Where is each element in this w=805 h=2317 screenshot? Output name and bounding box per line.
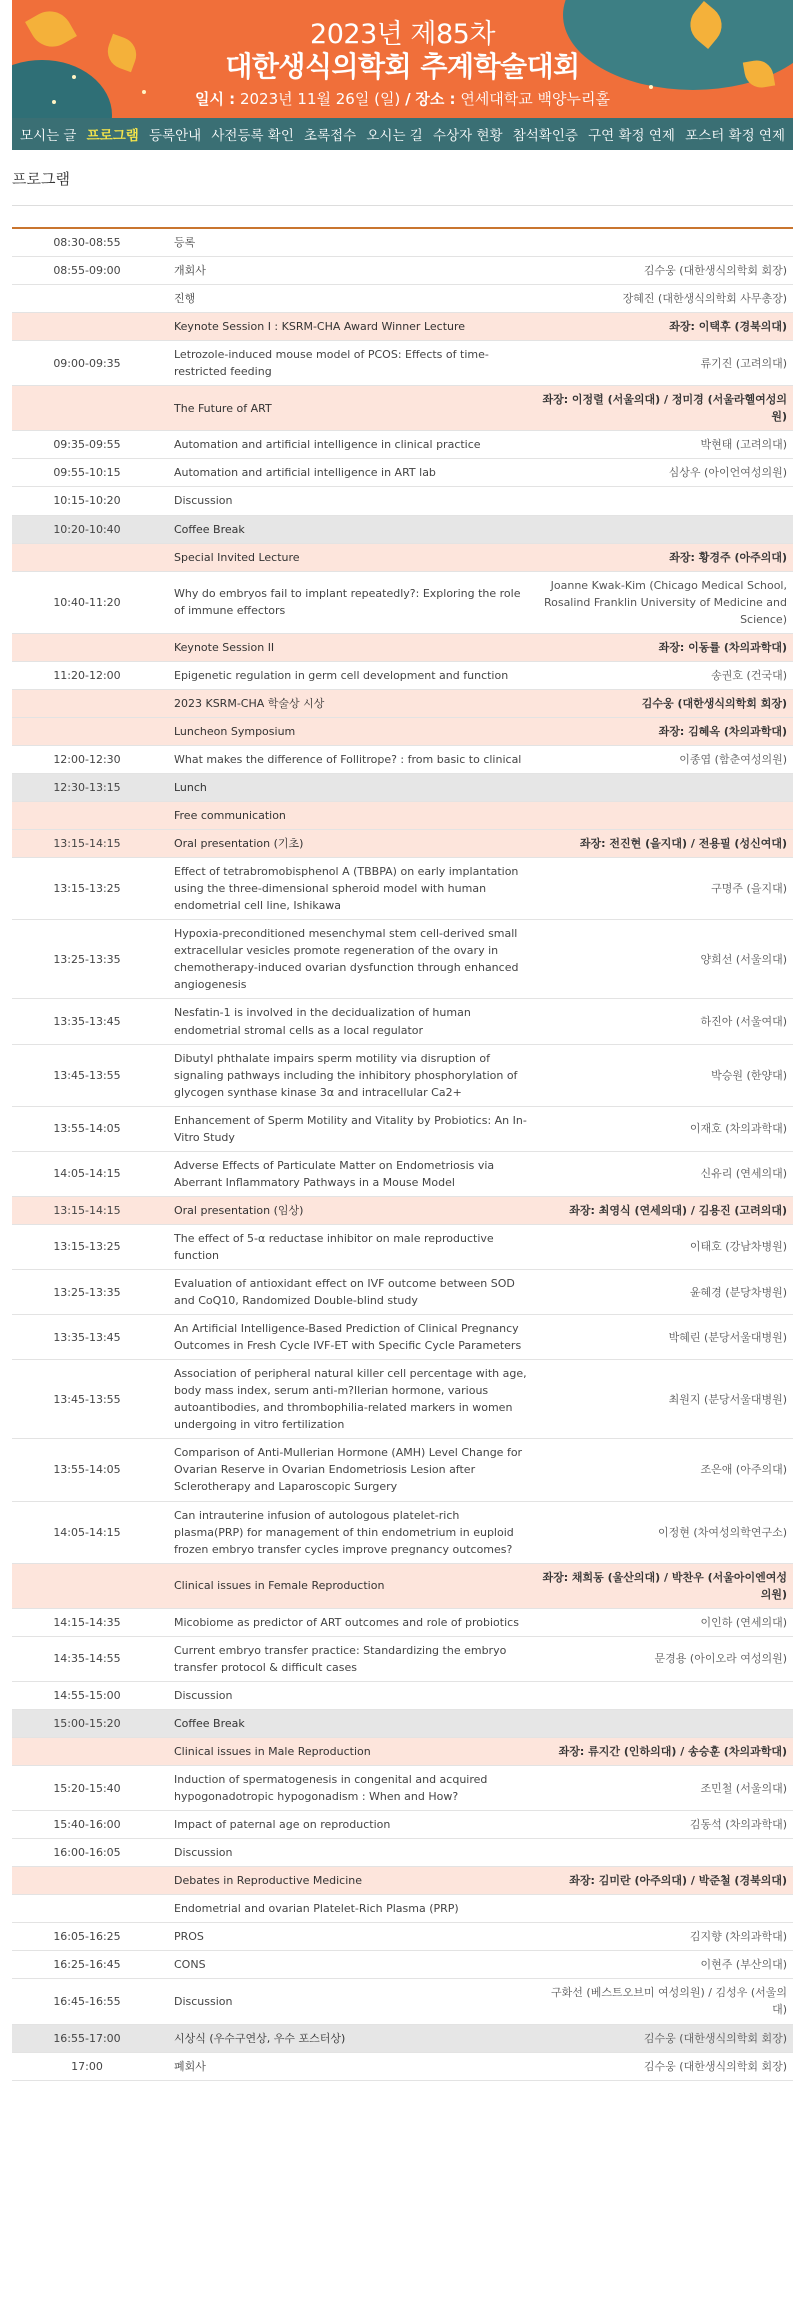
session-title: Enhancement of Sperm Motility and Vitality by Probiotics: An In-Vitro Study xyxy=(162,1106,534,1151)
session-title: 등록 xyxy=(162,228,534,257)
session-title: Keynote Session I : KSRM-CHA Award Winner Lecture xyxy=(162,313,534,341)
info-separator: / xyxy=(405,90,411,108)
table-row xyxy=(12,1360,793,1439)
session-title: Effect of tetrabromobisphenol A (TBBPA) on early implantation using the three-dimensional spheroid model with human endometrial cell line, Ishikawa xyxy=(162,858,534,920)
table-row xyxy=(12,431,793,459)
nav-item[interactable]: 포스터 확정 연제 xyxy=(685,128,785,144)
session-time xyxy=(12,1867,162,1895)
session-speaker: 문경용 (아이오라 여성의원) xyxy=(534,1636,793,1681)
table-row xyxy=(12,717,793,745)
session-time xyxy=(12,285,162,313)
table-row xyxy=(12,1106,793,1151)
table-row xyxy=(12,1867,793,1895)
table-row xyxy=(12,1636,793,1681)
session-speaker: 이현주 (부산의대) xyxy=(534,1951,793,1979)
session-time: 13:15-13:25 xyxy=(12,1224,162,1269)
table-row xyxy=(12,1895,793,1923)
session-title: Micobiome as predictor of ART outcomes and role of probiotics xyxy=(162,1608,534,1636)
session-time: 12:30-13:15 xyxy=(12,773,162,801)
nav-item[interactable]: 사전등록 확인 xyxy=(211,128,294,144)
session-title: Induction of spermatogenesis in congenital and acquired hypogonadotropic hypogonadism : When and How? xyxy=(162,1766,534,1811)
session-speaker: 구명주 (을지대) xyxy=(534,858,793,920)
table-row xyxy=(12,1501,793,1563)
session-title: Coffee Break xyxy=(162,1709,534,1737)
session-speaker xyxy=(534,1839,793,1867)
session-time: 10:40-11:20 xyxy=(12,571,162,633)
session-time: 08:30-08:55 xyxy=(12,228,162,257)
session-time: 13:55-14:05 xyxy=(12,1106,162,1151)
session-speaker: 좌장: 이정렬 (서울의대) / 정미경 (서울라헬여성의원) xyxy=(534,386,793,431)
session-time: 14:15-14:35 xyxy=(12,1608,162,1636)
session-time: 13:25-13:35 xyxy=(12,1270,162,1315)
session-title: Clinical issues in Male Reproduction xyxy=(162,1738,534,1766)
nav-item[interactable]: 오시는 길 xyxy=(366,128,423,144)
table-row xyxy=(12,858,793,920)
table-row xyxy=(12,1979,793,2024)
table-row xyxy=(12,1709,793,1737)
session-speaker: 구화선 (베스트오브미 여성의원) / 김성우 (서울의대) xyxy=(534,1979,793,2024)
session-speaker: 양희선 (서울의대) xyxy=(534,920,793,999)
session-time xyxy=(12,1738,162,1766)
session-time: 14:05-14:15 xyxy=(12,1151,162,1196)
table-row xyxy=(12,745,793,773)
table-row xyxy=(12,341,793,386)
table-row xyxy=(12,1951,793,1979)
table-row xyxy=(12,1608,793,1636)
session-title: Discussion xyxy=(162,1681,534,1709)
session-title: The Future of ART xyxy=(162,386,534,431)
session-title: 2023 KSRM-CHA 학술상 시상 xyxy=(162,689,534,717)
session-time: 13:25-13:35 xyxy=(12,920,162,999)
session-title: The effect of 5-α reductase inhibitor on male reproductive function xyxy=(162,1224,534,1269)
table-row xyxy=(12,571,793,633)
nav-item[interactable]: 등록안내 xyxy=(148,128,202,144)
table-row xyxy=(12,1766,793,1811)
nav-item[interactable]: 초록접수 xyxy=(304,128,357,144)
session-time xyxy=(12,386,162,431)
session-speaker xyxy=(534,515,793,543)
session-time xyxy=(12,717,162,745)
session-title: Discussion xyxy=(162,487,534,515)
session-speaker xyxy=(534,1709,793,1737)
session-time: 16:05-16:25 xyxy=(12,1923,162,1951)
session-speaker: 이재호 (차의과학대) xyxy=(534,1106,793,1151)
table-row xyxy=(12,228,793,257)
table-row xyxy=(12,830,793,858)
session-title: Association of peripheral natural killer cell percentage with age, body mass index, serum anti-m?llerian hormone, various autoantibodies, and thrombophilia-related markers in women undergoing in vitro fertilization xyxy=(162,1360,534,1439)
session-time: 10:20-10:40 xyxy=(12,515,162,543)
session-title: 개회사 xyxy=(162,257,534,285)
session-title: Debates in Reproductive Medicine xyxy=(162,1867,534,1895)
session-speaker: 좌장: 전진현 (을지대) / 전용필 (성신여대) xyxy=(534,830,793,858)
session-title: 시상식 (우수구연상, 우수 포스터상) xyxy=(162,2024,534,2052)
table-row xyxy=(12,2024,793,2052)
page-title: 프로그램 xyxy=(12,170,70,188)
session-time: 17:00 xyxy=(12,2052,162,2080)
session-title: Special Invited Lecture xyxy=(162,543,534,571)
session-time: 13:45-13:55 xyxy=(12,1360,162,1439)
session-title: Letrozole-induced mouse model of PCOS: Effects of time-restricted feeding xyxy=(162,341,534,386)
table-row xyxy=(12,2052,793,2080)
session-time xyxy=(12,802,162,830)
table-row xyxy=(12,459,793,487)
table-row xyxy=(12,1563,793,1608)
session-time: 10:15-10:20 xyxy=(12,487,162,515)
program-table xyxy=(12,227,793,2081)
session-speaker: 좌장: 채희동 (울산의대) / 박찬우 (서울아이엔여성의원) xyxy=(534,1563,793,1608)
session-time: 13:15-13:25 xyxy=(12,858,162,920)
session-speaker xyxy=(534,228,793,257)
table-row xyxy=(12,999,793,1044)
session-speaker: 좌장: 이택후 (경북의대) xyxy=(534,313,793,341)
table-row xyxy=(12,633,793,661)
session-speaker xyxy=(534,487,793,515)
session-title: An Artificial Intelligence-Based Prediction of Clinical Pregnancy Outcomes in Fresh Cycle IVF-ET with Specific Cycle Parameters xyxy=(162,1315,534,1360)
table-row xyxy=(12,802,793,830)
table-row xyxy=(12,1224,793,1269)
session-time: 13:15-14:15 xyxy=(12,1196,162,1224)
table-row xyxy=(12,1839,793,1867)
table-row xyxy=(12,285,793,313)
session-speaker: 박혜린 (분당서울대병원) xyxy=(534,1315,793,1360)
session-time: 08:55-09:00 xyxy=(12,257,162,285)
session-speaker: 조민철 (서울의대) xyxy=(534,1766,793,1811)
divider xyxy=(12,205,793,227)
session-time: 16:00-16:05 xyxy=(12,1839,162,1867)
session-speaker: 김수웅 (대한생식의학회 회장) xyxy=(534,2024,793,2052)
table-row xyxy=(12,1151,793,1196)
session-speaker: 김수웅 (대한생식의학회 회장) xyxy=(534,2052,793,2080)
event-info xyxy=(12,88,793,109)
nav-item[interactable]: 수상자 현황 xyxy=(433,128,503,144)
session-time: 09:00-09:35 xyxy=(12,341,162,386)
table-row xyxy=(12,1923,793,1951)
session-time xyxy=(12,689,162,717)
session-title: Discussion xyxy=(162,1839,534,1867)
session-title: Oral presentation (임상) xyxy=(162,1196,534,1224)
date-value: 2023년 11월 26일 (일) xyxy=(239,90,401,108)
main-nav xyxy=(12,118,793,150)
event-name: 대한생식의학회 추계학술대회 xyxy=(225,50,580,83)
session-title: Automation and artificial intelligence in ART lab xyxy=(162,459,534,487)
session-time: 14:05-14:15 xyxy=(12,1501,162,1563)
session-speaker: 좌장: 최영식 (연세의대) / 김용진 (고려의대) xyxy=(534,1196,793,1224)
session-time: 09:35-09:55 xyxy=(12,431,162,459)
session-title: Can intrauterine infusion of autologous platelet-rich plasma(PRP) for management of thin endometrium in euploid frozen embryo transfer cycles improve pregnancy outcomes? xyxy=(162,1501,534,1563)
table-row xyxy=(12,920,793,999)
session-title: 진행 xyxy=(162,285,534,313)
session-time xyxy=(12,633,162,661)
date-label: 일시 : xyxy=(194,90,236,108)
session-title: PROS xyxy=(162,1923,534,1951)
session-speaker: 장혜진 (대한생식의학회 사무총장) xyxy=(534,285,793,313)
session-speaker: 이종엽 (함춘여성의원) xyxy=(534,745,793,773)
session-title: Why do embryos fail to implant repeatedly?: Exploring the role of immune effectors xyxy=(162,571,534,633)
table-row xyxy=(12,1270,793,1315)
session-speaker: 윤혜경 (분당차병원) xyxy=(534,1270,793,1315)
session-time: 13:45-13:55 xyxy=(12,1044,162,1106)
session-title: Automation and artificial intelligence in clinical practice xyxy=(162,431,534,459)
table-row xyxy=(12,313,793,341)
table-row xyxy=(12,773,793,801)
nav-item[interactable]: 모시는 글 xyxy=(20,128,77,144)
nav-item[interactable]: 참석확인증 xyxy=(512,128,578,144)
session-time xyxy=(12,543,162,571)
nav-item[interactable]: 프로그램 xyxy=(86,128,139,144)
session-speaker xyxy=(534,773,793,801)
session-time: 15:20-15:40 xyxy=(12,1766,162,1811)
session-time: 15:00-15:20 xyxy=(12,1709,162,1737)
session-title: Hypoxia-preconditioned mesenchymal stem cell-derived small extracellular vesicles promote regeneration of the ovary in chemotherapy-induced ovarian dysfunction through enhanced angiogenesis xyxy=(162,920,534,999)
table-row xyxy=(12,661,793,689)
session-speaker xyxy=(534,1681,793,1709)
session-title: Epigenetic regulation in germ cell development and function xyxy=(162,661,534,689)
session-time: 16:45-16:55 xyxy=(12,1979,162,2024)
table-row xyxy=(12,1439,793,1501)
session-speaker: 류기진 (고려의대) xyxy=(534,341,793,386)
session-title: Keynote Session II xyxy=(162,633,534,661)
session-title: Comparison of Anti-Mullerian Hormone (AMH) Level Change for Ovarian Reserve in Ovarian Endometriosis Lesion after Sclerotherapy and Laparoscopic Surgery xyxy=(162,1439,534,1501)
session-title: Nesfatin-1 is involved in the decidualization of human endometrial stromal cells as a local regulator xyxy=(162,999,534,1044)
session-speaker: 김지향 (차의과학대) xyxy=(534,1923,793,1951)
session-time: 13:55-14:05 xyxy=(12,1439,162,1501)
session-title: Luncheon Symposium xyxy=(162,717,534,745)
table-row xyxy=(12,1196,793,1224)
event-year-edition: 2023년 제85차 xyxy=(310,19,495,50)
session-speaker: 하진아 (서울여대) xyxy=(534,999,793,1044)
table-row xyxy=(12,1738,793,1766)
session-speaker: 좌장: 이동률 (차의과학대) xyxy=(534,633,793,661)
session-speaker: 심상우 (아이언여성의원) xyxy=(534,459,793,487)
session-time: 16:25-16:45 xyxy=(12,1951,162,1979)
session-speaker: 이태호 (강남차병원) xyxy=(534,1224,793,1269)
session-speaker: 조은애 (아주의대) xyxy=(534,1439,793,1501)
session-title: Impact of paternal age on reproduction xyxy=(162,1811,534,1839)
session-title: CONS xyxy=(162,1951,534,1979)
event-banner xyxy=(12,0,793,118)
table-row xyxy=(12,1044,793,1106)
table-row xyxy=(12,1811,793,1839)
session-time: 13:15-14:15 xyxy=(12,830,162,858)
nav-item[interactable]: 구연 확정 연제 xyxy=(588,128,675,144)
session-title: Adverse Effects of Particulate Matter on Endometriosis via Aberrant Inflammatory Pathways in a Mouse Model xyxy=(162,1151,534,1196)
session-time xyxy=(12,313,162,341)
session-time xyxy=(12,1895,162,1923)
place-value: 연세대학교 백양누리홀 xyxy=(460,90,610,108)
session-speaker: 좌장: 김미란 (아주의대) / 박준철 (경북의대) xyxy=(534,1867,793,1895)
place-label: 장소 : xyxy=(415,90,456,108)
session-title: 폐회사 xyxy=(162,2052,534,2080)
session-speaker: 김동석 (차의과학대) xyxy=(534,1811,793,1839)
session-speaker xyxy=(534,802,793,830)
table-row xyxy=(12,386,793,431)
session-speaker: 김수웅 (대한생식의학회 회장) xyxy=(534,689,793,717)
session-speaker: 박현태 (고려의대) xyxy=(534,431,793,459)
session-title: Current embryo transfer practice: Standardizing the embryo transfer protocol & difficult cases xyxy=(162,1636,534,1681)
session-speaker: 김수웅 (대한생식의학회 회장) xyxy=(534,257,793,285)
session-title: Coffee Break xyxy=(162,515,534,543)
session-title: Discussion xyxy=(162,1979,534,2024)
session-time: 09:55-10:15 xyxy=(12,459,162,487)
session-speaker: Joanne Kwak-Kim (Chicago Medical School, Rosalind Franklin University of Medicine and Science) xyxy=(534,571,793,633)
session-title: Dibutyl phthalate impairs sperm motility via disruption of signaling pathways including the inhibitory phosphorylation of glycogen synthase kinase 3α and intracellular Ca2+ xyxy=(162,1044,534,1106)
session-time: 15:40-16:00 xyxy=(12,1811,162,1839)
session-speaker: 송권호 (건국대) xyxy=(534,661,793,689)
session-speaker: 좌장: 류지간 (인하의대) / 송승훈 (차의과학대) xyxy=(534,1738,793,1766)
session-time: 13:35-13:45 xyxy=(12,999,162,1044)
session-time: 11:20-12:00 xyxy=(12,661,162,689)
session-title: Clinical issues in Female Reproduction xyxy=(162,1563,534,1608)
session-time: 14:55-15:00 xyxy=(12,1681,162,1709)
session-time: 16:55-17:00 xyxy=(12,2024,162,2052)
session-speaker: 좌장: 김혜옥 (차의과학대) xyxy=(534,717,793,745)
table-row xyxy=(12,257,793,285)
table-row xyxy=(12,543,793,571)
session-time: 14:35-14:55 xyxy=(12,1636,162,1681)
session-title: Endometrial and ovarian Platelet-Rich Plasma (PRP) xyxy=(162,1895,534,1923)
session-title: Evaluation of antioxidant effect on IVF outcome between SOD and CoQ10, Randomized Double-blind study xyxy=(162,1270,534,1315)
session-title: Oral presentation (기초) xyxy=(162,830,534,858)
session-time: 13:35-13:45 xyxy=(12,1315,162,1360)
session-title: What makes the difference of Follitrope? : from basic to clinical xyxy=(162,745,534,773)
session-speaker: 좌장: 황경주 (아주의대) xyxy=(534,543,793,571)
table-row xyxy=(12,1681,793,1709)
session-speaker xyxy=(534,1895,793,1923)
session-title: Lunch xyxy=(162,773,534,801)
table-row xyxy=(12,689,793,717)
session-speaker: 박승원 (한양대) xyxy=(534,1044,793,1106)
table-row xyxy=(12,1315,793,1360)
session-title: Free communication xyxy=(162,802,534,830)
session-speaker: 신유리 (연세의대) xyxy=(534,1151,793,1196)
session-time: 12:00-12:30 xyxy=(12,745,162,773)
table-row xyxy=(12,487,793,515)
table-row xyxy=(12,515,793,543)
session-speaker: 이정현 (차여성의학연구소) xyxy=(534,1501,793,1563)
session-time xyxy=(12,1563,162,1608)
session-speaker: 최원지 (분당서울대병원) xyxy=(534,1360,793,1439)
session-speaker: 이인하 (연세의대) xyxy=(534,1608,793,1636)
